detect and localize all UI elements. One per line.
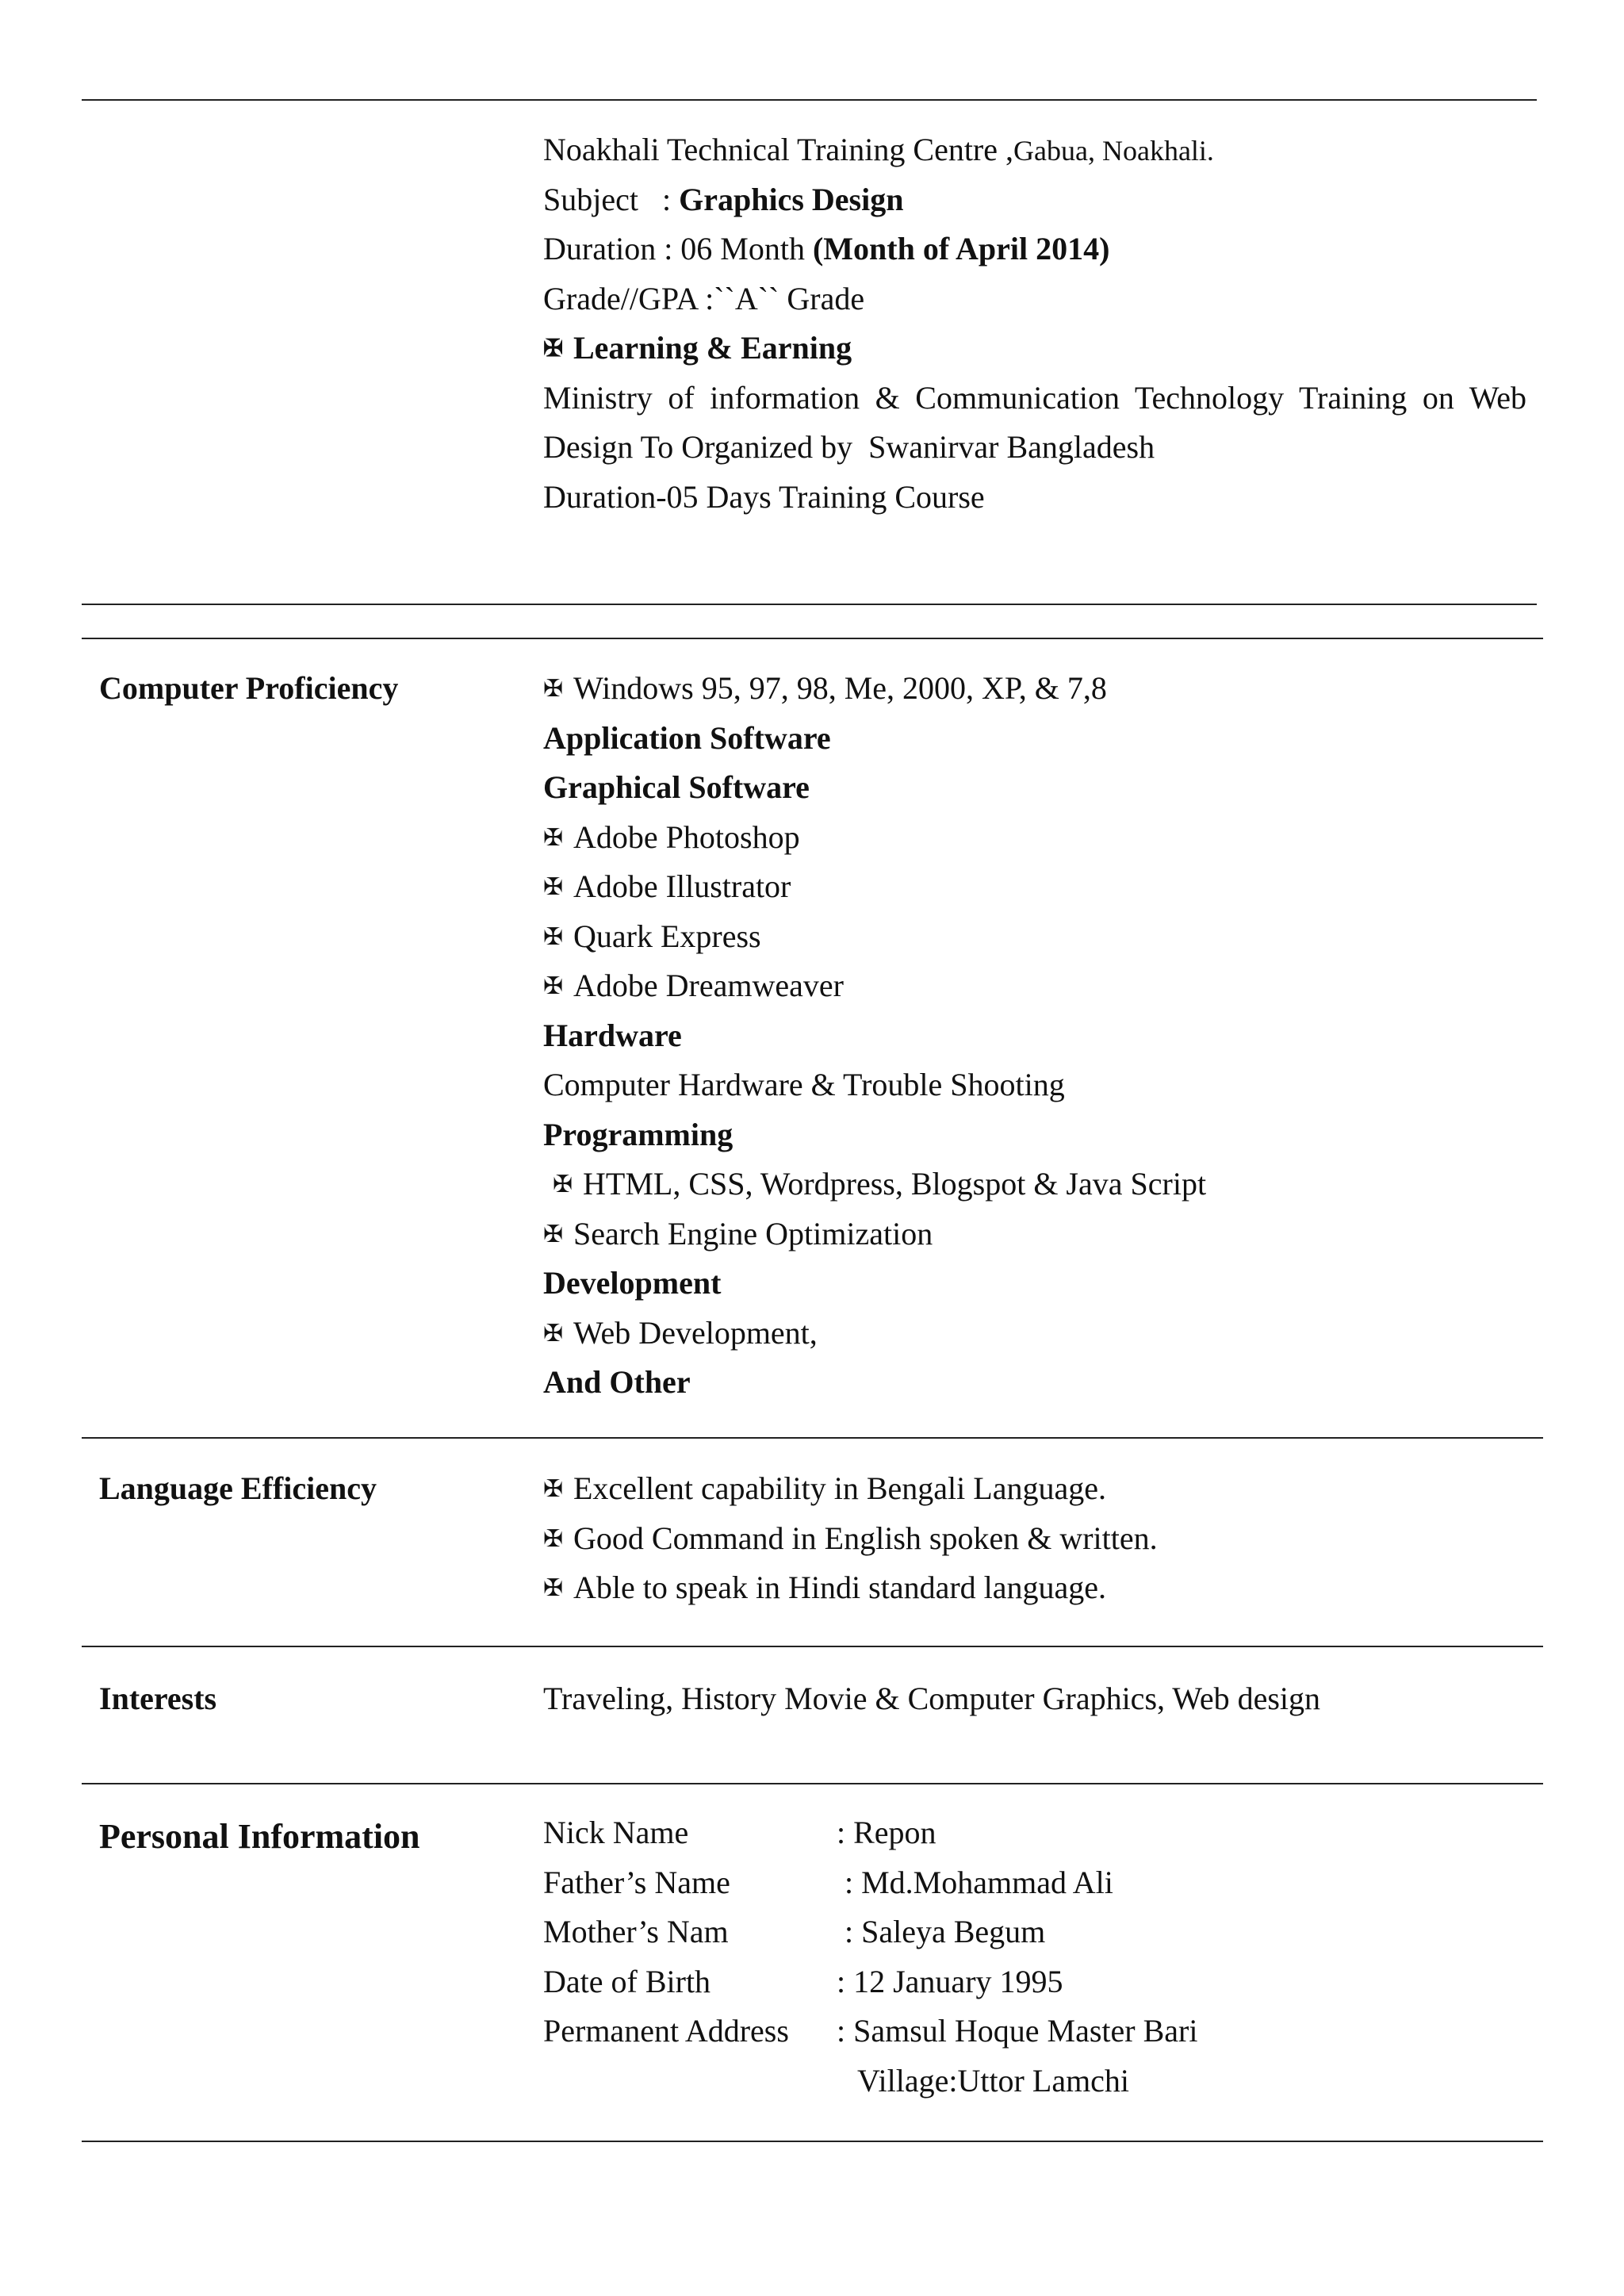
maltese-cross-icon: ✠	[553, 1171, 573, 1198]
list-item	[543, 1464, 1158, 1514]
duration-label: Duration : 06 Month	[543, 231, 813, 266]
computer-proficiency-section	[543, 664, 1206, 1408]
list-item	[543, 912, 1206, 962]
info-key: Permanent Address	[543, 2013, 789, 2049]
institute-line	[543, 125, 1526, 175]
program-description-2: Design To Organized by Swanirvar Bangladesh	[543, 429, 1155, 465]
interests-value: Traveling, History Movie & Computer Graphics, Web design	[543, 1681, 1321, 1716]
maltese-cross-icon: ✠	[543, 1575, 564, 1601]
language-skill: Good Command in English spoken & written.	[573, 1520, 1158, 1556]
divider-computer-end	[82, 1437, 1543, 1439]
program-title-line	[543, 324, 1526, 374]
graphical-software-heading: Graphical Software	[543, 769, 810, 805]
divider-interests-end	[82, 1783, 1543, 1784]
info-row	[543, 1858, 1198, 1908]
maltese-cross-icon: ✠	[543, 1221, 564, 1248]
divider-language-end	[82, 1646, 1543, 1647]
interests-label: Interests	[99, 1681, 217, 1716]
program-title: Learning & Earning	[573, 330, 852, 366]
hardware-item: Computer Hardware & Trouble Shooting	[543, 1067, 1065, 1102]
list-item	[543, 1514, 1158, 1564]
address-village: Village:Uttor Lamchi	[857, 2062, 1130, 2099]
software-name: Adobe Dreamweaver	[573, 968, 844, 1003]
info-key: Nick Name	[543, 1815, 689, 1850]
hardware-heading: Hardware	[543, 1017, 682, 1053]
education-section	[543, 125, 1526, 522]
list-item	[543, 1159, 1206, 1209]
info-value: : Md.Mohammad Ali	[837, 1864, 1113, 1900]
personal-information-label: Personal Information	[99, 1817, 420, 1856]
application-software-heading: Application Software	[543, 719, 831, 756]
institute-location: Gabua, Noakhali.	[1013, 135, 1214, 167]
maltese-cross-icon: ✠	[543, 973, 564, 999]
grade-line: Grade//GPA :``A`` Grade	[543, 280, 865, 316]
list-item	[543, 813, 1206, 863]
program-duration: Duration-05 Days Training Course	[543, 478, 985, 515]
info-value: : Repon	[837, 1815, 936, 1850]
info-value: : 12 January 1995	[837, 1963, 1063, 1999]
software-name: Adobe Illustrator	[573, 868, 791, 904]
subject-line	[543, 175, 1526, 225]
info-value: : Samsul Hoque Master Bari	[837, 2013, 1198, 2049]
address-line-2	[543, 2056, 1198, 2106]
software-name: Quark Express	[573, 918, 761, 954]
os-list: Windows 95, 97, 98, Me, 2000, XP, & 7,8	[573, 670, 1107, 706]
info-row	[543, 1808, 1198, 1858]
info-key: Date of Birth	[543, 1963, 711, 1999]
personal-section	[543, 1808, 1198, 2106]
list-item	[543, 1309, 1206, 1359]
subject-label: Subject :	[543, 181, 680, 217]
list-item	[543, 1563, 1158, 1613]
divider-top	[82, 99, 1537, 101]
info-row	[543, 2007, 1198, 2056]
maltese-cross-icon: ✠	[543, 1476, 564, 1502]
info-key: Father’s Name	[543, 1864, 730, 1900]
divider-computer-start	[82, 638, 1543, 639]
language-skill: Able to speak in Hindi standard language.	[573, 1570, 1107, 1605]
info-row	[543, 1957, 1198, 2007]
list-item	[543, 1209, 1206, 1259]
os-line	[543, 664, 1206, 714]
maltese-cross-icon: ✠	[543, 1525, 564, 1552]
duration-line	[543, 224, 1526, 274]
maltese-cross-icon: ✠	[543, 676, 564, 702]
program-description-1: Ministry of information & Communication Technology Training on Web	[543, 379, 1526, 416]
divider-education-end	[82, 604, 1537, 605]
institute-name: Noakhali Technical Training Centre ,	[543, 132, 1014, 167]
language-efficiency-label: Language Efficiency	[99, 1470, 377, 1506]
info-row	[543, 1907, 1198, 1957]
programming-skill: HTML, CSS, Wordpress, Blogspot & Java Script	[583, 1166, 1207, 1202]
computer-proficiency-label: Computer Proficiency	[99, 670, 399, 706]
info-key: Mother’s Nam	[543, 1914, 729, 1949]
maltese-cross-icon: ✠	[543, 923, 564, 950]
development-skill: Web Development,	[573, 1314, 818, 1351]
language-section	[543, 1464, 1158, 1613]
and-other-text: And Other	[543, 1364, 691, 1400]
maltese-cross-icon: ✠	[543, 824, 564, 851]
info-value: : Saleya Begum	[837, 1914, 1046, 1949]
programming-skill: Search Engine Optimization	[573, 1215, 933, 1251]
interests-section	[543, 1674, 1320, 1724]
duration-value: (Month of April 2014)	[812, 231, 1110, 266]
maltese-cross-icon: ✠	[543, 1320, 564, 1347]
development-heading: Development	[543, 1265, 722, 1301]
maltese-cross-icon: ✠	[543, 874, 564, 900]
divider-bottom	[82, 2141, 1543, 2142]
language-skill: Excellent capability in Bengali Language.	[573, 1470, 1106, 1506]
maltese-cross-icon: ✠	[543, 335, 564, 362]
programming-heading: Programming	[543, 1116, 733, 1152]
software-name: Adobe Photoshop	[573, 818, 800, 855]
subject-value: Graphics Design	[679, 181, 904, 217]
list-item	[543, 862, 1206, 912]
list-item	[543, 961, 1206, 1011]
